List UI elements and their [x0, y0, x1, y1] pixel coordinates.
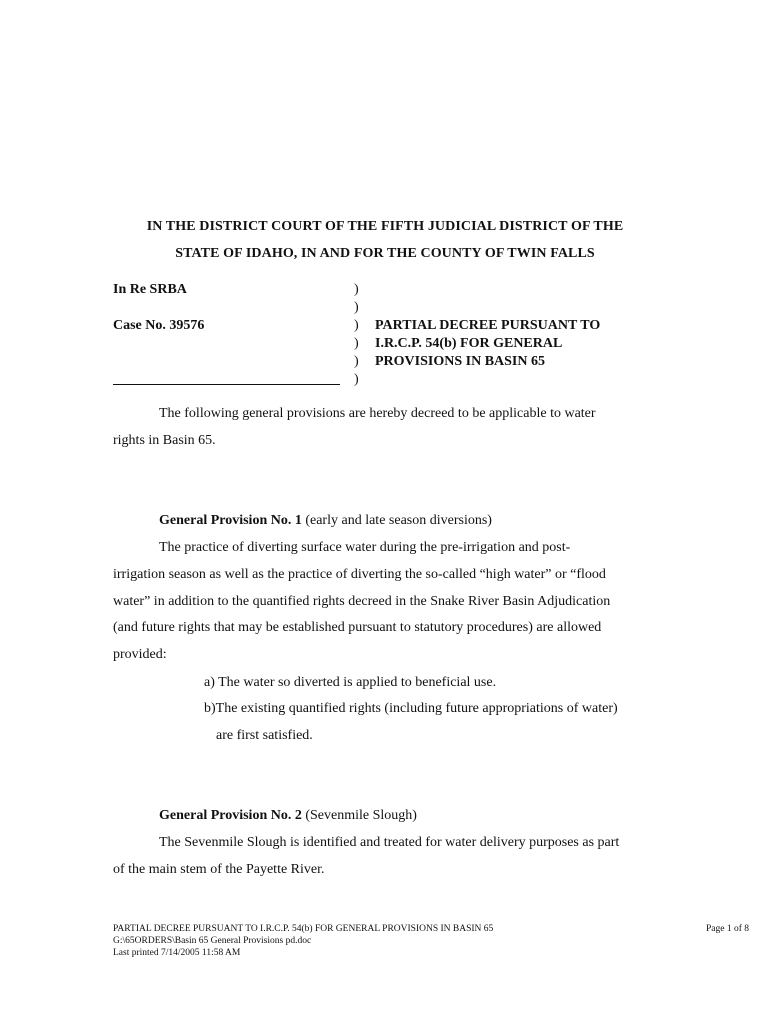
provision-1-line: The practice of diverting surface water during the pre-irrigation and post- — [159, 540, 571, 555]
caption-rule — [113, 384, 340, 385]
caption-paren: ) — [354, 354, 359, 369]
provision-1-line: provided: — [113, 647, 167, 662]
provision-2-heading-bold: General Provision No. 2 — [159, 808, 302, 823]
case-number: Case No. 39576 — [113, 318, 205, 333]
provision-1-line: irrigation season as well as the practice of diverting the so-called “high water” or “flood — [113, 567, 606, 582]
provision-2-heading — [159, 808, 417, 824]
decree-title-line-1: PARTIAL DECREE PURSUANT TO — [375, 318, 601, 333]
provision-1-item-b-line-1: b)The existing quantified rights (including future appropriations of water) — [204, 701, 618, 716]
caption-paren: ) — [354, 282, 359, 297]
court-heading-line-2: STATE OF IDAHO, IN AND FOR THE COUNTY OF TWIN FALLS — [175, 246, 595, 261]
intro-line-2: rights in Basin 65. — [113, 433, 216, 448]
provision-1-heading-bold: General Provision No. 1 — [159, 513, 302, 528]
provision-1-heading — [159, 513, 492, 529]
provision-1-heading-rest: (early and late season diversions) — [301, 513, 492, 528]
provision-1-line: (and future rights that may be established pursuant to statutory procedures) are allowed — [113, 620, 602, 635]
caption-paren: ) — [354, 300, 359, 315]
provision-2-line-1: The Sevenmile Slough is identified and treated for water delivery purposes as part — [159, 835, 620, 850]
caption-paren: ) — [354, 372, 359, 387]
footer-file-path: G:\65ORDERS\Basin 65 General Provisions pd.doc — [113, 936, 312, 946]
provision-2-heading-rest: (Sevenmile Slough) — [301, 808, 417, 823]
footer-last-printed: Last printed 7/14/2005 11:58 AM — [113, 948, 241, 958]
provision-2-line-2: of the main stem of the Payette River. — [113, 862, 325, 877]
intro-line-1: The following general provisions are hereby decreed to be applicable to water — [159, 406, 596, 421]
provision-1-item-a: a) The water so diverted is applied to beneficial use. — [204, 675, 497, 690]
provision-1-line: water” in addition to the quantified rights decreed in the Snake River Basin Adjudication — [113, 594, 611, 609]
court-heading-line-1: IN THE DISTRICT COURT OF THE FIFTH JUDICIAL DISTRICT OF THE — [146, 219, 624, 234]
provision-1-item-b-line-2: are first satisfied. — [216, 728, 313, 743]
footer-title: PARTIAL DECREE PURSUANT TO I.R.C.P. 54(b) FOR GENERAL PROVISIONS IN BASIN 65 — [113, 924, 494, 934]
footer-page-number: Page 1 of 8 — [705, 924, 749, 934]
caption-paren: ) — [354, 336, 359, 351]
decree-title-line-3: PROVISIONS IN BASIN 65 — [375, 354, 545, 369]
caption-paren: ) — [354, 318, 359, 333]
in-re-label: In Re SRBA — [113, 282, 187, 297]
decree-title-line-2: I.R.C.P. 54(b) FOR GENERAL — [375, 336, 563, 351]
